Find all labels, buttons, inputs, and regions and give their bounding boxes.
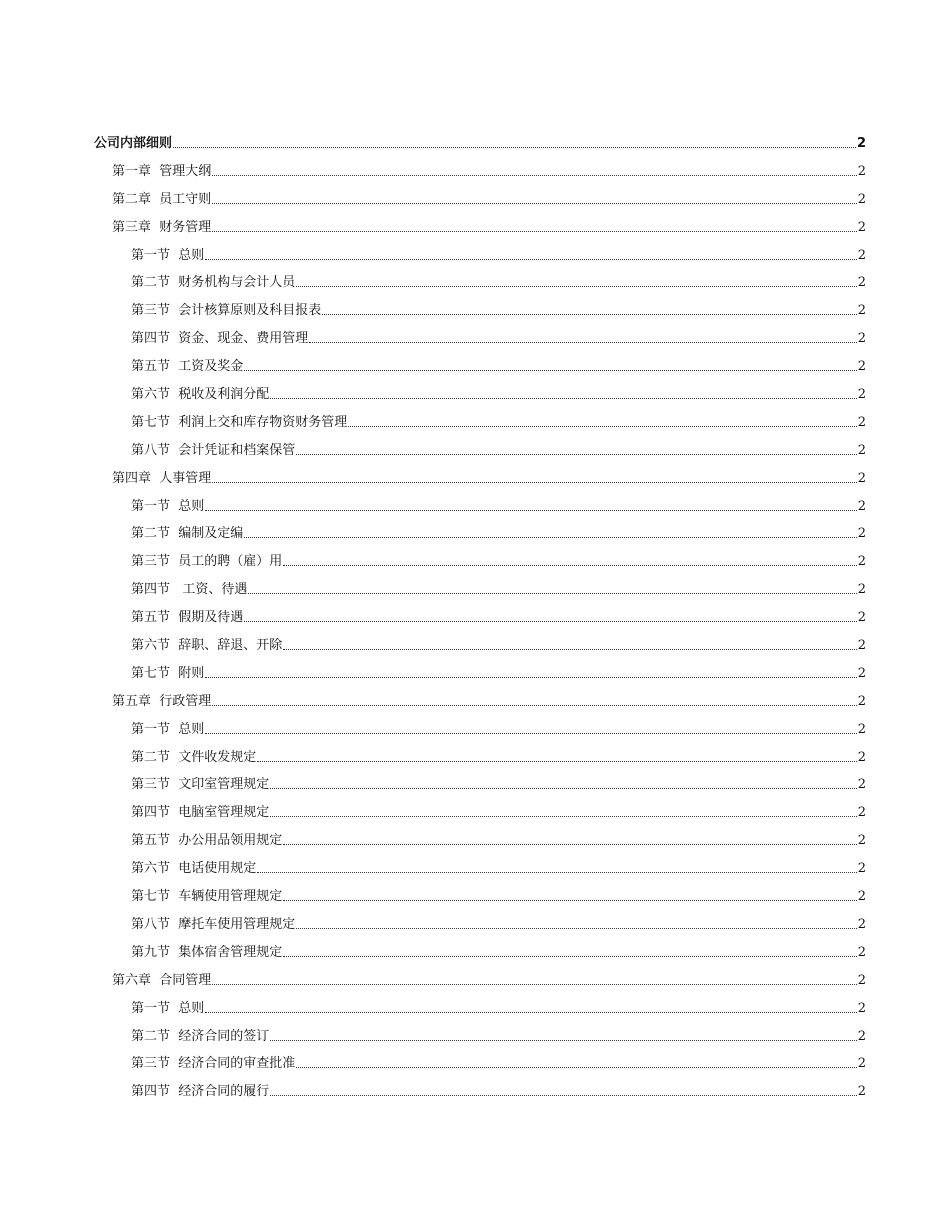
toc-dot-leader — [212, 175, 856, 176]
toc-dot-leader — [283, 649, 856, 650]
toc-dot-leader — [348, 426, 856, 427]
toc-entry-label: 第四节 经济合同的履行 — [131, 1084, 270, 1100]
toc-page-number: 2 — [857, 554, 866, 570]
toc-page-number: 2 — [857, 749, 866, 765]
toc-page-number: 2 — [857, 861, 866, 877]
toc-chapter-entry[interactable] — [94, 682, 866, 710]
toc-dot-leader — [212, 231, 856, 232]
toc-entry-label: 第三节 经济合同的审查批准 — [131, 1056, 296, 1072]
table-of-contents — [94, 117, 866, 1100]
toc-page-number: 2 — [857, 777, 866, 793]
toc-page-number: 2 — [857, 359, 866, 375]
toc-section-entry[interactable] — [94, 403, 866, 431]
toc-section-entry[interactable] — [94, 236, 866, 264]
toc-section-entry[interactable] — [94, 291, 866, 319]
toc-dot-leader — [212, 203, 856, 204]
toc-entry-label: 第五节 假期及待遇 — [131, 610, 244, 626]
toc-page-number: 2 — [857, 693, 866, 709]
toc-page-number: 2 — [857, 1000, 866, 1016]
toc-entry-label: 公司内部细则 — [94, 136, 173, 151]
toc-section-entry[interactable] — [94, 487, 866, 515]
toc-page-number: 2 — [857, 442, 866, 458]
toc-entry-label: 第七节 利润上交和库存物资财务管理 — [131, 414, 348, 430]
toc-section-entry[interactable] — [94, 1045, 866, 1073]
toc-entry-label: 第六节 电话使用规定 — [131, 861, 257, 877]
toc-entry-label: 第六章 合同管理 — [112, 972, 212, 988]
toc-entry-label: 第八节 摩托车使用管理规定 — [131, 916, 296, 932]
toc-page-number: 2 — [857, 1056, 866, 1072]
toc-page-number: 2 — [857, 972, 866, 988]
toc-page-number: 2 — [857, 665, 866, 681]
toc-entry-label: 第四节 资金、现金、费用管理 — [131, 331, 309, 347]
toc-entry-label: 第一章 管理大纲 — [112, 163, 212, 179]
toc-section-entry[interactable] — [94, 710, 866, 738]
toc-section-entry[interactable] — [94, 766, 866, 794]
toc-section-entry[interactable] — [94, 989, 866, 1017]
toc-dot-leader — [257, 872, 856, 873]
toc-entry-label: 第四章 人事管理 — [112, 470, 212, 486]
toc-dot-leader — [296, 928, 856, 929]
toc-section-entry[interactable] — [94, 515, 866, 543]
toc-entry-label: 第八节 会计凭证和档案保管 — [131, 442, 296, 458]
toc-page-number: 2 — [857, 191, 866, 207]
toc-page-number: 2 — [857, 944, 866, 960]
toc-entry-label: 第二节 经济合同的签订 — [131, 1028, 270, 1044]
toc-dot-leader — [212, 482, 856, 483]
toc-page-number: 2 — [857, 219, 866, 235]
toc-dot-leader — [270, 788, 856, 789]
toc-dot-leader — [212, 984, 856, 985]
toc-dot-leader — [283, 900, 856, 901]
toc-page-number: 2 — [857, 1084, 866, 1100]
toc-section-entry[interactable] — [94, 598, 866, 626]
toc-section-entry[interactable] — [94, 626, 866, 654]
toc-page-number: 2 — [857, 916, 866, 932]
toc-entry-label: 第七节 车辆使用管理规定 — [131, 889, 283, 905]
toc-dot-leader — [173, 147, 856, 148]
toc-section-entry[interactable] — [94, 431, 866, 459]
toc-dot-leader — [205, 733, 856, 734]
toc-page-number: 2 — [857, 638, 866, 654]
toc-entry-label: 第七节 附则 — [131, 665, 205, 681]
toc-entry-label: 第三章 财务管理 — [112, 219, 212, 235]
toc-entry-label: 第六节 辞职、辞退、开除 — [131, 638, 283, 654]
toc-page-number: 2 — [857, 470, 866, 486]
toc-title-entry[interactable] — [94, 117, 866, 152]
toc-page-number: 2 — [857, 721, 866, 737]
toc-page-number: 2 — [857, 387, 866, 403]
toc-dot-leader — [257, 761, 856, 762]
toc-dot-leader — [322, 314, 856, 315]
toc-dot-leader — [205, 510, 856, 511]
toc-entry-label: 第五节 工资及奖金 — [131, 359, 244, 375]
toc-chapter-entry[interactable] — [94, 961, 866, 989]
toc-page-number: 2 — [857, 303, 866, 319]
toc-entry-label: 第一节 总则 — [131, 721, 205, 737]
toc-page-number: 2 — [857, 275, 866, 291]
toc-section-entry[interactable] — [94, 264, 866, 292]
toc-section-entry[interactable] — [94, 849, 866, 877]
toc-entry-label: 第二节 财务机构与会计人员 — [131, 275, 296, 291]
toc-dot-leader — [270, 1040, 856, 1041]
toc-dot-leader — [244, 537, 856, 538]
toc-page-number: 2 — [857, 1028, 866, 1044]
toc-dot-leader — [296, 1067, 856, 1068]
toc-dot-leader — [205, 677, 856, 678]
toc-dot-leader — [205, 1012, 856, 1013]
toc-page-number: 2 — [857, 610, 866, 626]
toc-entry-label: 第一节 总则 — [131, 1000, 205, 1016]
toc-section-entry[interactable] — [94, 933, 866, 961]
toc-dot-leader — [283, 956, 856, 957]
toc-entry-label: 第三节 文印室管理规定 — [131, 777, 270, 793]
toc-page-number: 2 — [857, 833, 866, 849]
toc-section-entry[interactable] — [94, 738, 866, 766]
toc-entry-label: 第二节 文件收发规定 — [131, 749, 257, 765]
toc-entry-label: 第九节 集体宿舍管理规定 — [131, 944, 283, 960]
toc-entry-label: 第一节 总则 — [131, 498, 205, 514]
toc-dot-leader — [283, 565, 856, 566]
toc-page-number: 2 — [857, 498, 866, 514]
toc-entry-label: 第四节 工资、待遇 — [131, 582, 248, 598]
toc-section-entry[interactable] — [94, 570, 866, 598]
toc-dot-leader — [205, 259, 856, 260]
toc-dot-leader — [270, 1095, 856, 1096]
toc-page-number: 2 — [857, 331, 866, 347]
toc-entry-label: 第三节 会计核算原则及科目报表 — [131, 303, 322, 319]
toc-dot-leader — [309, 342, 856, 343]
toc-section-entry[interactable] — [94, 877, 866, 905]
toc-dot-leader — [296, 454, 856, 455]
toc-chapter-entry[interactable] — [94, 152, 866, 180]
toc-dot-leader — [212, 705, 856, 706]
toc-page-number: 2 — [857, 889, 866, 905]
toc-dot-leader — [283, 844, 856, 845]
toc-section-entry[interactable] — [94, 347, 866, 375]
toc-page-number: 2 — [857, 163, 866, 179]
toc-page-number: 2 — [856, 136, 866, 151]
toc-dot-leader — [270, 398, 856, 399]
toc-section-entry[interactable] — [94, 1017, 866, 1045]
toc-page-number: 2 — [857, 247, 866, 263]
toc-dot-leader — [244, 370, 856, 371]
toc-entry-label: 第二节 编制及定编 — [131, 526, 244, 542]
toc-section-entry[interactable] — [94, 905, 866, 933]
toc-section-entry[interactable] — [94, 542, 866, 570]
toc-chapter-entry[interactable] — [94, 208, 866, 236]
toc-page-number: 2 — [857, 805, 866, 821]
toc-section-entry[interactable] — [94, 1072, 866, 1100]
toc-page-number: 2 — [857, 582, 866, 598]
toc-section-entry[interactable] — [94, 375, 866, 403]
toc-chapter-entry[interactable] — [94, 459, 866, 487]
toc-section-entry[interactable] — [94, 319, 866, 347]
toc-entry-label: 第五节 办公用品领用规定 — [131, 833, 283, 849]
toc-entry-label: 第六节 税收及利润分配 — [131, 387, 270, 403]
toc-dot-leader — [270, 816, 856, 817]
toc-dot-leader — [248, 593, 856, 594]
toc-section-entry[interactable] — [94, 821, 866, 849]
toc-entry-label: 第五章 行政管理 — [112, 693, 212, 709]
toc-dot-leader — [244, 621, 856, 622]
toc-page-number: 2 — [857, 414, 866, 430]
toc-entry-label: 第一节 总则 — [131, 247, 205, 263]
toc-entry-label: 第二章 员工守则 — [112, 191, 212, 207]
toc-entry-label: 第四节 电脑室管理规定 — [131, 805, 270, 821]
toc-entry-label: 第三节 员工的聘（雇）用 — [131, 554, 283, 570]
toc-page-number: 2 — [857, 526, 866, 542]
toc-section-entry[interactable] — [94, 793, 866, 821]
toc-section-entry[interactable] — [94, 654, 866, 682]
toc-dot-leader — [296, 286, 856, 287]
toc-chapter-entry[interactable] — [94, 180, 866, 208]
